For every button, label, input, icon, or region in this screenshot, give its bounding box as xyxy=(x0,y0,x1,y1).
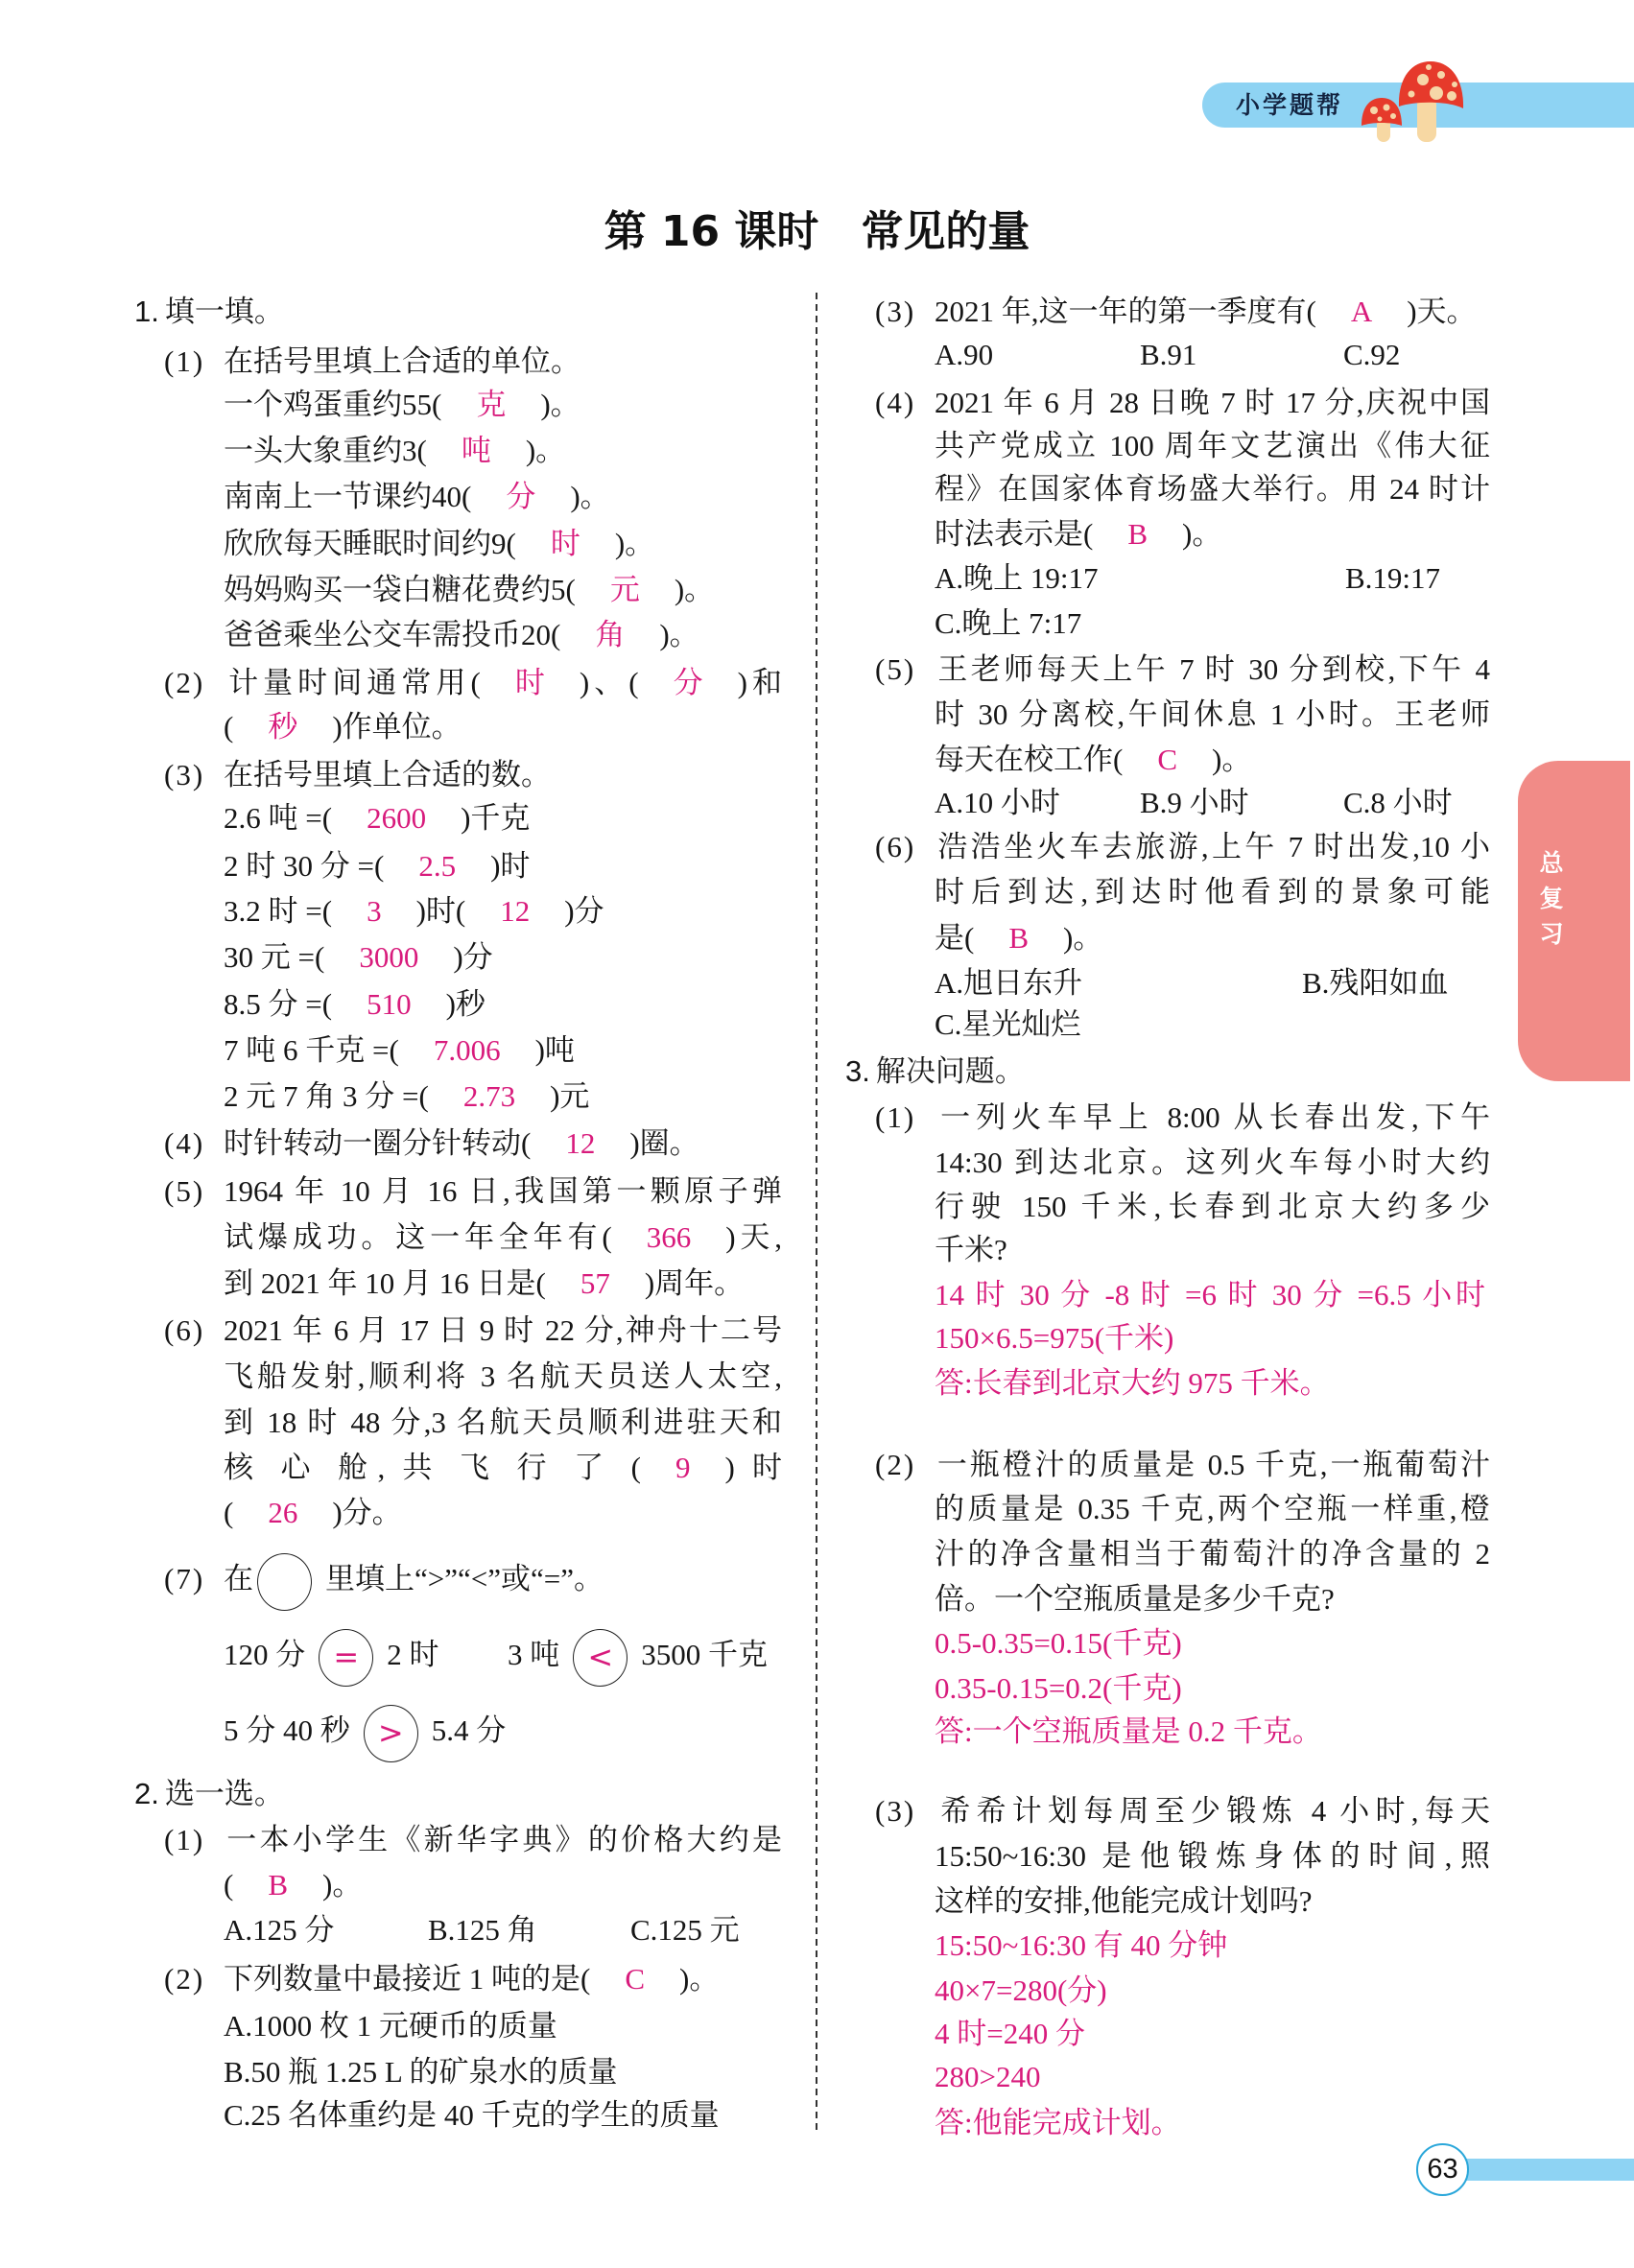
problem xyxy=(875,1095,1490,1141)
sub-question-number: (5) xyxy=(875,652,916,686)
column-divider xyxy=(816,293,817,2132)
option-c: C.8 小时 xyxy=(1343,786,1453,819)
item-text: 2 元 7 角 3 分 =( xyxy=(224,1079,429,1113)
question-heading xyxy=(134,289,284,335)
item-text: 妈妈购买一袋白糖花费约5( xyxy=(224,573,576,606)
answer: B xyxy=(268,1868,289,1902)
option-c: C.92 xyxy=(1343,338,1401,371)
question-heading xyxy=(134,1771,284,1817)
conversion-item xyxy=(224,934,493,980)
answer: 时 xyxy=(550,527,580,560)
sub-question-text: 在括号里填上合适的单位。 xyxy=(224,344,580,378)
sub-question-number: (2) xyxy=(164,1962,205,1996)
sub-question-text: )天。 xyxy=(1407,295,1477,328)
item-text: 7 吨 6 千克 =( xyxy=(224,1033,399,1067)
comparison xyxy=(224,1624,439,1686)
conversion-item xyxy=(224,1028,575,1074)
sub-question-continuation xyxy=(935,915,1102,961)
option-a: A.90 xyxy=(935,338,994,371)
sub-question-text: )。 xyxy=(322,1868,363,1902)
comparison xyxy=(224,1700,506,1761)
sub-question-number: (6) xyxy=(875,830,916,863)
problem xyxy=(875,1788,1490,1834)
sub-question-text: ) 时 xyxy=(724,1451,782,1484)
problem-number: (1) xyxy=(875,1100,916,1134)
fill-item xyxy=(224,382,580,428)
problem-text: 一列火车早上 8:00 从长春出发,下午 xyxy=(935,1100,1490,1134)
item-text: 欣欣每天睡眠时间约9( xyxy=(224,527,516,560)
option-b: B.91 xyxy=(1140,338,1197,371)
item-text: 2.6 吨 =( xyxy=(224,801,333,835)
sub-question xyxy=(164,660,782,706)
option-a: A.旭日东升 xyxy=(935,966,1083,1000)
answer: 2.73 xyxy=(462,1079,516,1113)
problem-text: 14:30 到达北京。这列火车每小时大约 xyxy=(935,1146,1490,1179)
sub-question xyxy=(875,824,1490,870)
sub-question-text: 在括号里填上合适的数。 xyxy=(224,758,551,791)
sub-question-text: )和 xyxy=(737,666,782,699)
sub-question xyxy=(164,1121,699,1167)
answer: C xyxy=(1157,743,1178,776)
question-number: 2. xyxy=(134,1777,159,1810)
sub-question-text: 王老师每天上午 7 时 30 分到校,下午 4 xyxy=(935,652,1490,686)
item-text: 一头大象重约3( xyxy=(224,434,427,467)
answer: 366 xyxy=(646,1220,692,1254)
answer: 3 xyxy=(367,894,382,928)
sub-question xyxy=(875,289,1477,335)
answer: 57 xyxy=(580,1266,610,1300)
sub-question-text: ( xyxy=(224,1868,234,1902)
answer: 元 xyxy=(609,573,640,606)
lesson-number: 第 16 课时 xyxy=(604,207,819,256)
page-title xyxy=(0,203,1634,261)
sub-question-text: 每天在校工作( xyxy=(935,743,1124,776)
question-title: 解决问题。 xyxy=(875,1054,1025,1088)
solution-answer: 答:他能完成计划。 xyxy=(935,2106,1181,2139)
conversion-item xyxy=(224,981,485,1028)
conversion-item xyxy=(224,843,530,889)
sub-question-text: )、( xyxy=(579,666,639,699)
sub-question-continuation: 程》在国家体育场盛大举行。用 24 时计 xyxy=(935,472,1490,506)
sub-question-text: 2021 年 6 月 28 日晚 7 时 17 分,庆祝中国 xyxy=(935,386,1490,419)
solution-answer: 答:长春到北京大约 975 千米。 xyxy=(935,1366,1330,1400)
sub-question-text: 2021 年,这一年的第一季度有( xyxy=(935,295,1316,328)
empty-circle-icon xyxy=(257,1553,312,1611)
comparison-answer: > xyxy=(364,1705,418,1762)
answer: C xyxy=(625,1962,646,1996)
sub-question-text: ( xyxy=(224,710,234,744)
sub-question-text: 到 18 时 48 分,3 名航天员顺利进驻天和 xyxy=(224,1406,782,1439)
mushroom-icon xyxy=(1348,53,1473,149)
option-a: A.1000 枚 1 元硬币的质量 xyxy=(224,2009,557,2043)
problem xyxy=(875,1442,1490,1488)
item-text: )时( xyxy=(415,894,466,928)
problem-text: 倍。一个空瓶质量是多少千克? xyxy=(935,1582,1335,1616)
sub-question-continuation: 时 30 分离校,午间休息 1 小时。王老师 xyxy=(935,697,1490,731)
sub-question-text: 时法表示是( xyxy=(935,517,1094,551)
options-row xyxy=(935,332,1490,378)
option-a: A.125 分 xyxy=(224,1913,335,1947)
sub-question-text: 试爆成功。这一年全年有( xyxy=(224,1220,612,1254)
answer: 秒 xyxy=(268,710,298,744)
sub-question xyxy=(164,752,551,798)
solution-line: 0.5-0.35=0.15(千克) xyxy=(935,1626,1182,1660)
solution-line: 14 时 30 分 -8 时 =6 时 30 分 =6.5 小时 xyxy=(935,1278,1485,1311)
item-text: )。 xyxy=(570,480,610,513)
sub-question-continuation xyxy=(224,1445,782,1491)
item-text: 南南上一节课约40( xyxy=(224,480,472,513)
option-a: A.晚上 19:17 xyxy=(935,561,1099,595)
sub-question-continuation xyxy=(224,1354,782,1400)
answer: B xyxy=(1008,921,1030,955)
answer: 分 xyxy=(506,480,536,513)
question-number: 1. xyxy=(134,295,159,328)
sub-question-text: )分。 xyxy=(332,1496,402,1529)
item-text: )分 xyxy=(453,940,493,974)
sub-question-text: )。 xyxy=(1063,921,1103,955)
sub-question-number: (4) xyxy=(164,1126,205,1160)
item-text: )千克 xyxy=(461,801,531,835)
option-b: B.19:17 xyxy=(1345,561,1441,595)
question-number: 3. xyxy=(845,1054,870,1088)
sub-question xyxy=(875,380,1490,426)
problem-text: 一瓶橙汁的质量是 0.5 千克,一瓶葡萄汁 xyxy=(935,1448,1490,1481)
fill-item xyxy=(224,567,714,613)
sub-question-continuation: 时后到达,到达时他看到的景象可能 xyxy=(935,875,1490,909)
sub-question-continuation xyxy=(935,737,1251,783)
answer: 12 xyxy=(500,894,531,928)
sub-question-text: )。 xyxy=(1212,743,1252,776)
conversion-item xyxy=(224,888,604,934)
item-text: 一个鸡蛋重约55( xyxy=(224,388,442,421)
fill-item xyxy=(224,521,654,567)
problem-text: 千米? xyxy=(935,1233,1007,1266)
comparison-right: 5.4 分 xyxy=(431,1713,507,1747)
sub-question-text: )。 xyxy=(1182,517,1222,551)
option-b: B.残阳如血 xyxy=(1302,966,1449,1000)
comparison-right: 3500 千克 xyxy=(641,1638,768,1671)
sub-question-text: ( xyxy=(224,1496,234,1529)
options-row xyxy=(935,780,1490,826)
sub-question-number: (6) xyxy=(164,1313,205,1347)
item-text: )。 xyxy=(540,388,580,421)
side-tab-label: 总复习 xyxy=(1536,850,1564,957)
answer: 26 xyxy=(268,1496,298,1529)
item-text: 3.2 时 =( xyxy=(224,894,333,928)
option-c: C.星光灿烂 xyxy=(935,1007,1081,1041)
question-title: 选一选。 xyxy=(164,1777,284,1810)
solution-line: 40×7=280(分) xyxy=(935,1973,1107,2007)
problem-text: 这样的安排,他能完成计划吗? xyxy=(935,1884,1313,1918)
problem-number: (2) xyxy=(875,1448,916,1481)
answer: 吨 xyxy=(461,434,491,467)
sub-question-continuation xyxy=(224,704,462,750)
question-heading xyxy=(845,1049,1025,1095)
item-text: )秒 xyxy=(445,987,485,1021)
sub-question xyxy=(164,1169,782,1215)
option-c: C.晚上 7:17 xyxy=(935,606,1082,640)
sub-question-text: 1964 年 10 月 16 日,我国第一颗原子弹 xyxy=(224,1174,782,1208)
sub-question-text: 下列数量中最接近 1 吨的是( xyxy=(224,1962,591,1996)
sub-question-text: 是( xyxy=(935,921,975,955)
sub-question-number: (7) xyxy=(164,1562,205,1595)
answer: 2600 xyxy=(367,801,427,835)
question-title: 填一填。 xyxy=(164,295,284,328)
options-row xyxy=(935,960,1490,1006)
answer: 12 xyxy=(565,1126,596,1160)
option-c: C.25 名体重约是 40 千克的学生的质量 xyxy=(224,2098,720,2132)
problem-text: 希希计划每周至少锻炼 4 小时,每天 xyxy=(935,1794,1490,1828)
sub-question xyxy=(164,1308,782,1354)
sub-question-number: (1) xyxy=(164,344,205,378)
item-text: )。 xyxy=(614,527,655,560)
answer: 时 xyxy=(514,666,545,699)
sub-question-text: 2021 年 6 月 17 日 9 时 22 分,神舟十二号 xyxy=(224,1313,782,1347)
answer: 9 xyxy=(675,1451,691,1484)
sub-question xyxy=(164,1817,782,1863)
option-a: A.10 小时 xyxy=(935,786,1060,819)
problem-text: 15:50~16:30 是他锻炼身体的时间,照 xyxy=(935,1839,1490,1873)
sub-question-text: 计量时间通常用( xyxy=(224,666,481,699)
option-b: B.125 角 xyxy=(428,1913,537,1947)
lesson-topic: 常见的量 xyxy=(861,207,1030,256)
answer: 2.5 xyxy=(418,849,457,883)
conversion-item xyxy=(224,795,530,841)
sub-question-text: 一本小学生《新华字典》的价格大约是 xyxy=(224,1823,782,1856)
sub-question-number: (4) xyxy=(875,386,916,419)
comparison-right: 2 时 xyxy=(387,1638,439,1671)
sub-question-text: )。 xyxy=(679,1962,720,1996)
option-b: B.50 瓶 1.25 L 的矿泉水的质量 xyxy=(224,2055,618,2089)
sub-question-continuation xyxy=(935,511,1221,557)
sub-question-number: (3) xyxy=(164,758,205,791)
problem-number: (3) xyxy=(875,1794,916,1828)
sub-question-number: (3) xyxy=(875,295,916,328)
sub-question-text: )天, xyxy=(725,1220,782,1254)
solution-line: 15:50~16:30 有 40 分钟 xyxy=(935,1928,1228,1962)
sub-question-text: 里填上“>”“<”或“=”。 xyxy=(325,1562,604,1595)
sub-question-text: 时针转动一圈分针转动( xyxy=(224,1126,532,1160)
sub-question-number: (1) xyxy=(164,1823,205,1856)
answer: A xyxy=(1350,295,1373,328)
item-text: 8.5 分 =( xyxy=(224,987,333,1021)
item-text: )。 xyxy=(674,573,715,606)
answer: 分 xyxy=(673,666,703,699)
item-text: 30 元 =( xyxy=(224,940,325,974)
option-c: C.125 元 xyxy=(630,1913,740,1947)
page-number: 63 xyxy=(1416,2143,1469,2196)
fill-item xyxy=(224,612,699,658)
sub-question-continuation xyxy=(224,1400,782,1446)
sub-question-number: (5) xyxy=(164,1174,205,1208)
option-b: B.9 小时 xyxy=(1140,786,1249,819)
comparison-answer: < xyxy=(573,1629,628,1687)
item-text: )吨 xyxy=(534,1033,575,1067)
sub-question-text: 到 2021 年 10 月 16 日是( xyxy=(224,1266,546,1300)
comparison xyxy=(508,1624,768,1686)
problem-text: 的质量是 0.35 千克,两个空瓶一样重,橙 xyxy=(935,1492,1490,1525)
solution-answer: 答:一个空瓶质量是 0.2 千克。 xyxy=(935,1714,1322,1748)
fill-item xyxy=(224,474,610,520)
comparison-left: 5 分 40 秒 xyxy=(224,1713,350,1747)
item-text: 2 时 30 分 =( xyxy=(224,849,385,883)
item-text: )时 xyxy=(490,849,531,883)
solution-line: 4 时=240 分 xyxy=(935,2017,1085,2050)
solution-line: 280>240 xyxy=(935,2060,1041,2093)
fill-item xyxy=(224,428,565,474)
sub-question-text: 在 xyxy=(224,1562,253,1595)
problem-text: 汁的净含量相当于葡萄汁的净含量的 2 xyxy=(935,1537,1490,1571)
item-text: )元 xyxy=(550,1079,590,1113)
sub-question-continuation xyxy=(224,1862,362,1908)
answer: 3000 xyxy=(359,940,419,974)
sub-question-number: (2) xyxy=(164,666,205,699)
options-row xyxy=(224,1907,782,1953)
sub-question xyxy=(164,1956,719,2002)
conversion-item xyxy=(224,1074,589,1120)
sub-question-text: )周年。 xyxy=(644,1266,745,1300)
sub-question-continuation xyxy=(224,1215,782,1261)
sub-question-text: 飞船发射,顺利将 3 名航天员送人太空, xyxy=(224,1359,782,1393)
answer: B xyxy=(1127,517,1149,551)
item-text: )。 xyxy=(525,434,566,467)
sub-question-text: 浩浩坐火车去旅游,上午 7 时出发,10 小 xyxy=(935,830,1490,863)
answer: 7.006 xyxy=(433,1033,501,1067)
sub-question-text: )圈。 xyxy=(629,1126,699,1160)
answer: 角 xyxy=(595,618,626,651)
sub-question xyxy=(164,339,580,385)
footer-band xyxy=(1466,2159,1634,2181)
answer: 510 xyxy=(367,987,412,1021)
comparison-left: 3 吨 xyxy=(508,1638,560,1671)
sub-question-continuation: 共产党成立 100 周年文艺演出《伟大征 xyxy=(935,429,1490,462)
comparison-answer: = xyxy=(319,1629,373,1687)
item-text: )。 xyxy=(659,618,699,651)
sub-question xyxy=(164,1548,604,1610)
problem-text: 行驶 150 千米,长春到北京大约多少 xyxy=(935,1190,1490,1223)
sub-question-continuation xyxy=(224,1490,402,1536)
sub-question-text: )作单位。 xyxy=(332,710,462,744)
sub-question xyxy=(875,647,1490,693)
sub-question-continuation xyxy=(224,1261,744,1307)
brand-label: 小学题帮 xyxy=(1236,91,1344,119)
solution-line: 150×6.5=975(千米) xyxy=(935,1321,1174,1355)
comparison-left: 120 分 xyxy=(224,1638,306,1671)
item-text: 爸爸乘坐公交车需投币20( xyxy=(224,618,561,651)
solution-line: 0.35-0.15=0.2(千克) xyxy=(935,1671,1182,1705)
item-text: )分 xyxy=(564,894,604,928)
options-row xyxy=(935,555,1490,602)
answer: 克 xyxy=(476,388,507,421)
sub-question-text: 核 心 舱, 共 飞 行 了 ( xyxy=(224,1451,642,1484)
